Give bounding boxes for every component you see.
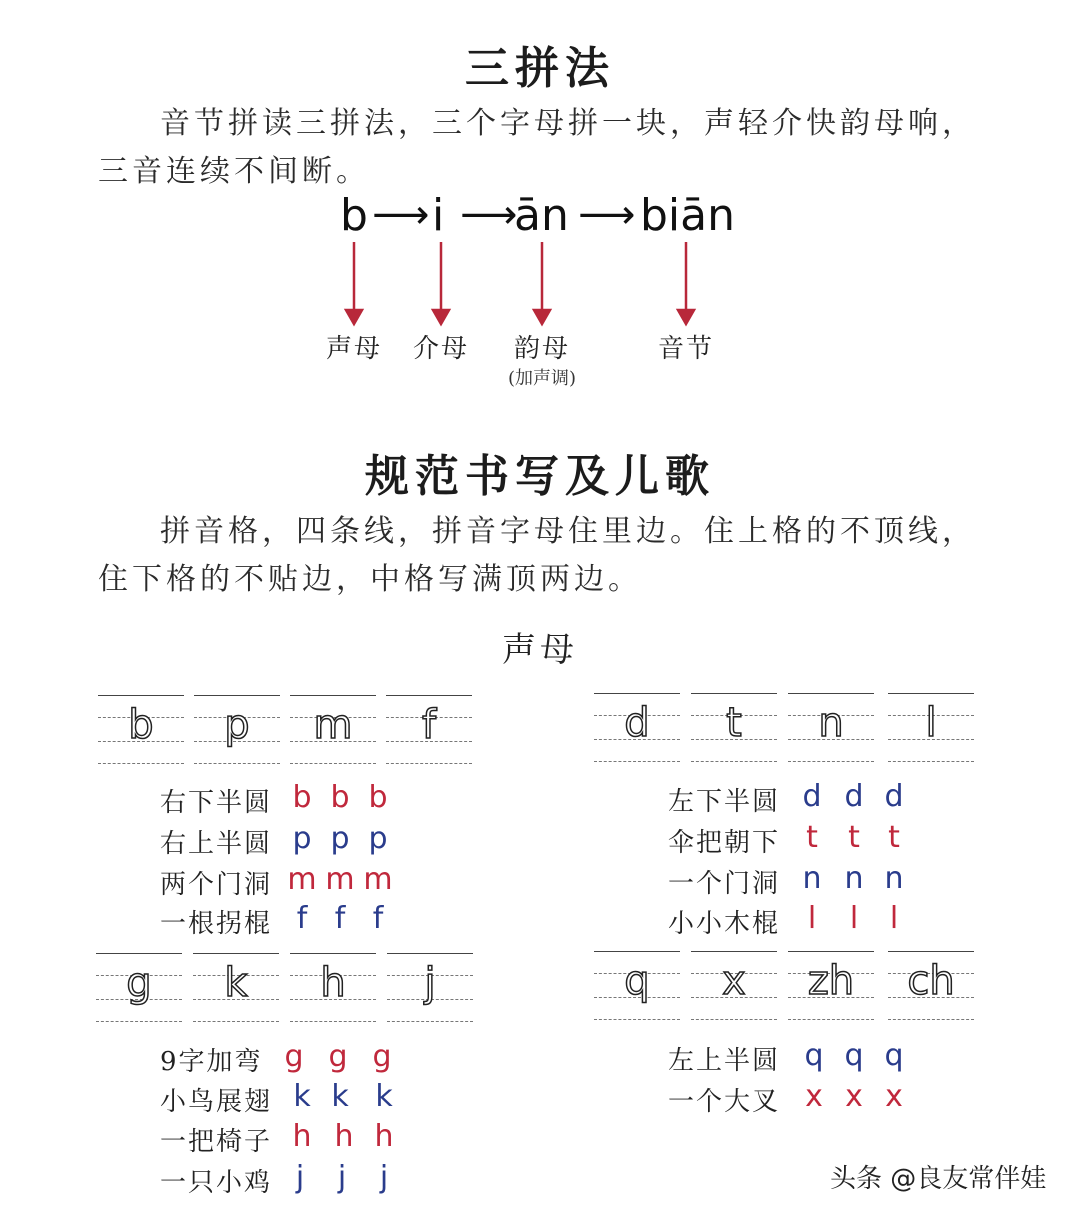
rhyme-letter: g	[372, 1039, 392, 1074]
part-final: ān	[514, 190, 569, 241]
rhyme-letter: f	[334, 901, 346, 936]
grid-cell	[691, 693, 777, 763]
grid-letter: n	[818, 700, 844, 746]
rhyme-letter: m	[325, 862, 355, 897]
rhyme-letter: d	[844, 779, 864, 814]
rhyme-letter: q	[884, 1038, 904, 1073]
rhyme-letter: q	[804, 1038, 824, 1073]
arrow-right-icon: ⟶	[372, 192, 430, 238]
rhyme-letter: n	[844, 861, 864, 896]
rhyme-label: 一把椅子	[160, 1127, 273, 1157]
rhyme-label: 一只小鸡	[160, 1168, 273, 1198]
rule-line-1: 拼音格，四条线，拼音字母住里边。住上格的不顶线，	[160, 514, 976, 549]
rhyme-letter: x	[885, 1079, 903, 1114]
grid-cell	[96, 953, 182, 1023]
rhyme-letter: j	[295, 1160, 305, 1195]
rhyme-label: 一个大叉	[668, 1087, 781, 1117]
grid-letter: q	[624, 958, 650, 1004]
rhyme-letter: h	[292, 1119, 312, 1154]
rhyme-letter: t	[848, 820, 860, 855]
grid-cell	[788, 951, 874, 1021]
arrow-right-icon: ⟶	[460, 192, 518, 238]
rhyme-letter: l	[889, 901, 899, 936]
rhyme-letter: t	[806, 820, 818, 855]
rhyme-letter: l	[807, 901, 817, 936]
grid-letter: l	[925, 700, 937, 746]
rhyme-letter: k	[375, 1079, 393, 1114]
arrow-head	[534, 310, 550, 324]
rhyme-letter: q	[844, 1038, 864, 1073]
rhyme-letter: k	[293, 1079, 311, 1114]
rhyme-letter: h	[334, 1119, 354, 1154]
rhyme-letter: h	[374, 1119, 394, 1154]
intro-line-2: 三音连续不间断。	[98, 154, 370, 189]
rhyme-letter: x	[805, 1079, 823, 1114]
rhyme-letter: p	[330, 821, 350, 856]
rhyme-label: 一个门洞	[668, 869, 781, 899]
rhyme-letter: f	[372, 901, 384, 936]
rhyme-letter: n	[802, 861, 822, 896]
label-syllable: 音节	[657, 334, 714, 364]
rhyme-letter: d	[802, 779, 822, 814]
rhyme-label: 小鸟展翅	[160, 1087, 273, 1117]
grid-cell	[98, 695, 184, 765]
grid-cell	[594, 951, 680, 1021]
rhyme-letter: t	[888, 820, 900, 855]
part-medial: i	[432, 190, 445, 241]
grid-cell	[788, 693, 874, 763]
grid-letter: h	[320, 960, 346, 1006]
rhyme-letter: n	[884, 861, 904, 896]
rhyme-letter: j	[337, 1160, 347, 1195]
grid-letter: j	[424, 960, 436, 1006]
rhyme-letter: p	[368, 821, 388, 856]
grid-cell	[691, 951, 777, 1021]
rhyme-label: 9字加弯	[160, 1047, 263, 1077]
part-syllable: biān	[640, 190, 736, 241]
grid-letter: p	[224, 702, 250, 748]
grid-cell	[193, 953, 279, 1023]
grid-cell	[194, 695, 280, 765]
label-tone-note: (加声调)	[507, 368, 577, 389]
rhyme-letter: g	[284, 1039, 304, 1074]
rhyme-label: 右下半圆	[160, 788, 273, 818]
grid-letter: g	[126, 960, 152, 1006]
grid-letter: d	[624, 700, 650, 746]
rhyme-letter: d	[884, 779, 904, 814]
rhyme-label: 一根拐棍	[160, 909, 273, 939]
grid-cell	[386, 695, 472, 765]
rhyme-label: 伞把朝下	[668, 828, 781, 858]
rhyme-letter: m	[287, 862, 317, 897]
rhyme-letter: l	[849, 901, 859, 936]
grid-letter: ch	[907, 958, 955, 1004]
arrow-head	[346, 310, 362, 324]
part-initial: b	[340, 190, 368, 241]
rhyme-letter: j	[379, 1160, 389, 1195]
rhyme-label: 左下半圆	[668, 787, 781, 817]
watermark: 头条 @良友常伴娃	[830, 1164, 1047, 1194]
grid-letter: k	[224, 960, 248, 1006]
grid-letter: zh	[807, 958, 855, 1004]
rhyme-letter: b	[368, 780, 388, 815]
section-title: 规范书写及儿歌	[365, 451, 715, 502]
label-initial: 声母	[325, 334, 382, 364]
rule-line-2: 住下格的不贴边，中格写满顶两边。	[98, 562, 642, 597]
rhyme-letter: f	[296, 901, 308, 936]
grid-cell	[594, 693, 680, 763]
label-medial: 介母	[412, 334, 469, 364]
rhyme-label: 两个门洞	[160, 870, 273, 900]
rhyme-letter: b	[330, 780, 350, 815]
rhyme-letter: m	[363, 862, 393, 897]
grid-cell	[290, 953, 376, 1023]
arrow-right-icon: ⟶	[578, 192, 636, 238]
intro-line-1: 音节拼读三拼法，三个字母拼一块，声轻介快韵母响，	[160, 106, 976, 141]
grid-cell	[387, 953, 473, 1023]
rhyme-letter: x	[845, 1079, 863, 1114]
grid-letter: x	[722, 958, 746, 1004]
grid-letter: t	[726, 700, 742, 746]
grid-cell	[290, 695, 376, 765]
grid-cell	[888, 951, 974, 1021]
rhyme-letter: p	[292, 821, 312, 856]
arrow-head	[678, 310, 694, 324]
grid-letter: m	[313, 702, 353, 748]
grid-letter: b	[128, 702, 154, 748]
arrow-head	[433, 310, 449, 324]
rhyme-label: 右上半圆	[160, 829, 273, 859]
grid-letter: f	[421, 702, 437, 748]
label-final: 韵母	[513, 334, 570, 364]
rhyme-letter: k	[331, 1079, 349, 1114]
rhyme-label: 小小木棍	[668, 909, 781, 939]
rhyme-letter: g	[328, 1039, 348, 1074]
page-title: 三拼法	[465, 43, 615, 94]
initials-heading: 声母	[502, 630, 578, 670]
rhyme-letter: b	[292, 780, 312, 815]
rhyme-label: 左上半圆	[668, 1046, 781, 1076]
grid-cell	[888, 693, 974, 763]
